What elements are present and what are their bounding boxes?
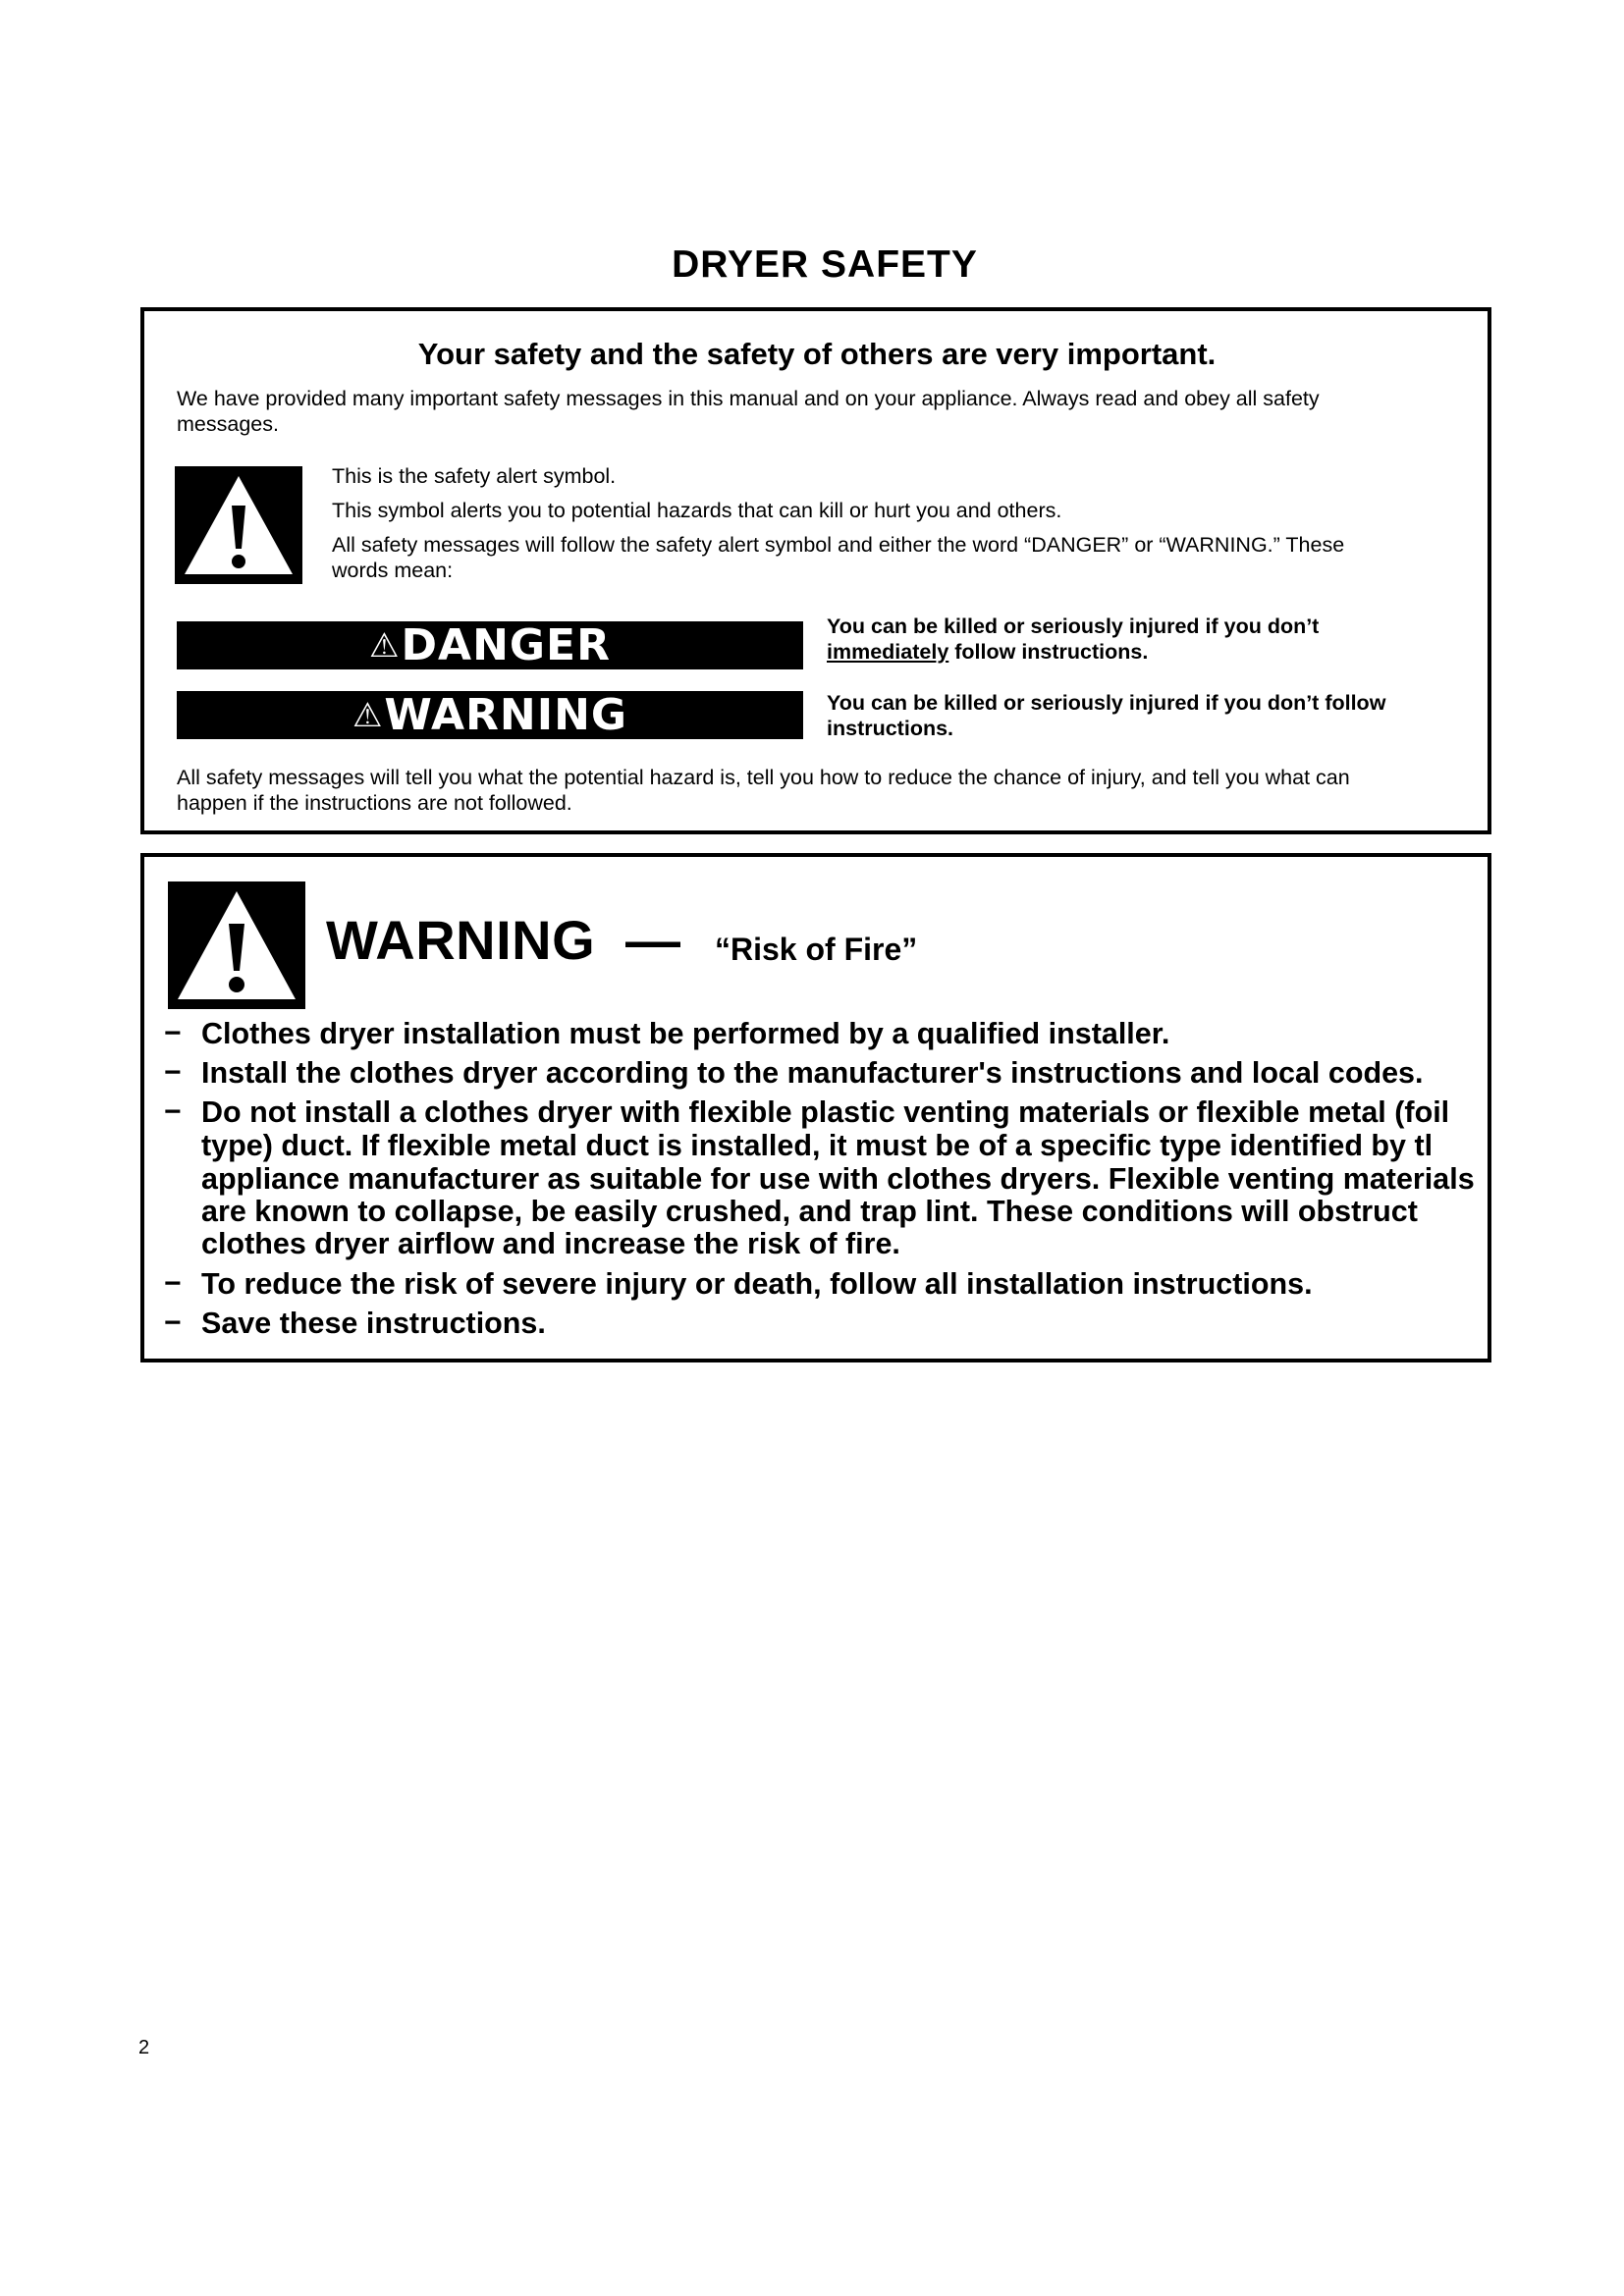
page-title: DRYER SAFETY <box>672 243 978 286</box>
warning-item-4: To reduce the risk of severe injury or death, follow all installation instructions. <box>201 1267 1313 1301</box>
page-number: 2 <box>138 2037 150 2058</box>
warning-item-3-line-1: Do not install a clothes dryer with flexible plastic venting materials or flexible metal (foil <box>201 1095 1450 1129</box>
alert-triangle-icon: ⚠ <box>369 626 401 666</box>
bullet-dash: − <box>164 1307 182 1339</box>
bullet-dash: − <box>164 1056 182 1089</box>
warning-label: WARNING <box>384 690 628 740</box>
intro-line-2: messages. <box>177 412 279 436</box>
danger-text-2-rest: follow instructions. <box>948 640 1149 664</box>
bullet-dash: − <box>164 1017 182 1049</box>
warning-text-1: You can be killed or seriously injured if you don’t follow <box>827 691 1386 715</box>
warning-item-3-line-3: appliance manufacturer as suitable for use with clothes dryers. Flexible venting materials <box>201 1162 1475 1196</box>
symbol-text-3a: All safety messages will follow the safety alert symbol and either the word “DANGER” or “WARNING.” These <box>332 533 1345 557</box>
warning-item-3-line-2: type) duct. If flexible metal duct is installed, it must be of a specific type identified by tl <box>201 1129 1434 1162</box>
em-dash: — <box>625 909 680 971</box>
danger-label: DANGER <box>401 620 611 670</box>
warning-item-2: Install the clothes dryer according to the manufacturer's instructions and local codes. <box>201 1056 1424 1090</box>
warning-item-1: Clothes dryer installation must be performed by a qualified installer. <box>201 1017 1170 1050</box>
symbol-text-3 <box>332 532 1344 583</box>
warning-item-5: Save these instructions. <box>201 1307 546 1340</box>
symbol-text-1: This is the safety alert symbol. <box>332 464 617 488</box>
symbol-text-2: This symbol alerts you to potential hazards that can kill or hurt you and others. <box>332 499 1062 522</box>
risk-of-fire-subtitle: “Risk of Fire” <box>715 932 918 967</box>
safety-heading: Your safety and the safety of others are very important. <box>417 337 1217 371</box>
intro-line-1: We have provided many important safety messages in this manual and on your appliance. Always read and obey all safety <box>177 387 1320 410</box>
danger-text-2 <box>827 639 1148 665</box>
symbol-text-3b: words mean: <box>332 559 454 582</box>
warning-banner <box>177 691 803 739</box>
fire-warning-box <box>140 853 1491 1362</box>
bullet-dash: − <box>164 1095 182 1128</box>
danger-banner <box>177 621 803 669</box>
warning-item-3-line-5: clothes dryer airflow and increase the risk of fire. <box>201 1227 900 1260</box>
danger-immediately: immediately <box>827 640 949 664</box>
safety-intro-box <box>140 307 1491 834</box>
footer-text-1: All safety messages will tell you what the potential hazard is, tell you how to reduce the chance of injury, and tell you what can <box>177 766 1350 789</box>
bullet-dash: − <box>164 1267 182 1300</box>
warning-item-3-line-4: are known to collapse, be easily crushed, and trap lint. These conditions will obstruct <box>201 1195 1418 1228</box>
safety-alert-icon <box>175 466 302 584</box>
safety-alert-icon <box>168 881 305 1009</box>
intro-text <box>177 386 1320 437</box>
fire-warning-title: WARNING <box>326 909 596 971</box>
warning-text-2: instructions. <box>827 717 954 740</box>
danger-text-1: You can be killed or seriously injured if you don’t <box>827 614 1320 638</box>
alert-triangle-icon: ⚠ <box>352 696 384 735</box>
footer-text-2: happen if the instructions are not followed. <box>177 791 572 815</box>
